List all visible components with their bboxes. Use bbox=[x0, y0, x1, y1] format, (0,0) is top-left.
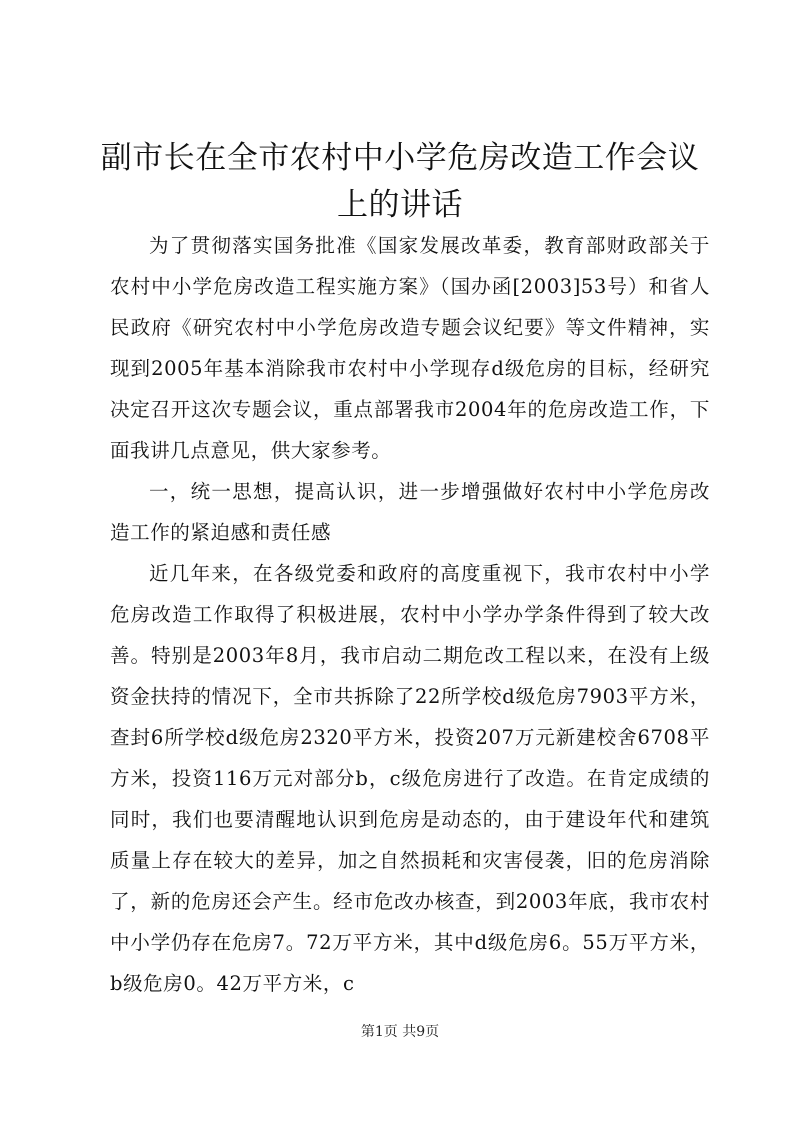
paragraph-section-heading: 一，统一思想，提高认识，进一步增强做好农村中小学危房改造工作的紧迫感和责任感 bbox=[110, 480, 710, 544]
page-number-footer: 第1页 共9页 bbox=[360, 1024, 440, 1040]
document-title: 副市长在全市农村中小学危房改造工作会议上的讲话 bbox=[100, 140, 700, 223]
paragraph-intro: 为了贯彻落实国务批准《国家发展改革委，教育部财政部关于农村中小学危房改造工程实施方案》（国办函[2003]53号）和省人民政府《研究农村中小学危房改造专题会议纪要》等文件精神，实现到2005年基本消除我市农村中小学现存d级危房的目标，经研究决定召开这次专题会议，重点部署我市2004年的危房改造工作，下面我讲几点意见，供大家参考。 bbox=[110, 234, 710, 462]
paragraph-progress: 近几年来，在各级党委和政府的高度重视下，我市农村中小学危房改造工作取得了积极进展，农村中小学办学条件得到了较大改善。特别是2003年8月，我市启动二期危改工程以来，在没有上级资金扶持的情况下，全市共拆除了22所学校d级危房7903平方米，查封6所学校d级危房2320平方米，投资207万元新建校舍6708平方米，投资116万元对部分b，c级危房进行了改造。在肯定成绩的同时，我们也要清醒地认识到危房是动态的，由于建设年代和建筑质量上存在较大的差异，加之自然损耗和灾害侵袭，旧的危房消除了，新的危房还会产生。经市危改办核查，到2003年底，我市农村中小学仍存在危房7。72万平方米，其中d级危房6。55万平方米，b级危房0。42万平方米，c bbox=[110, 562, 710, 995]
document-body bbox=[110, 225, 710, 1004]
